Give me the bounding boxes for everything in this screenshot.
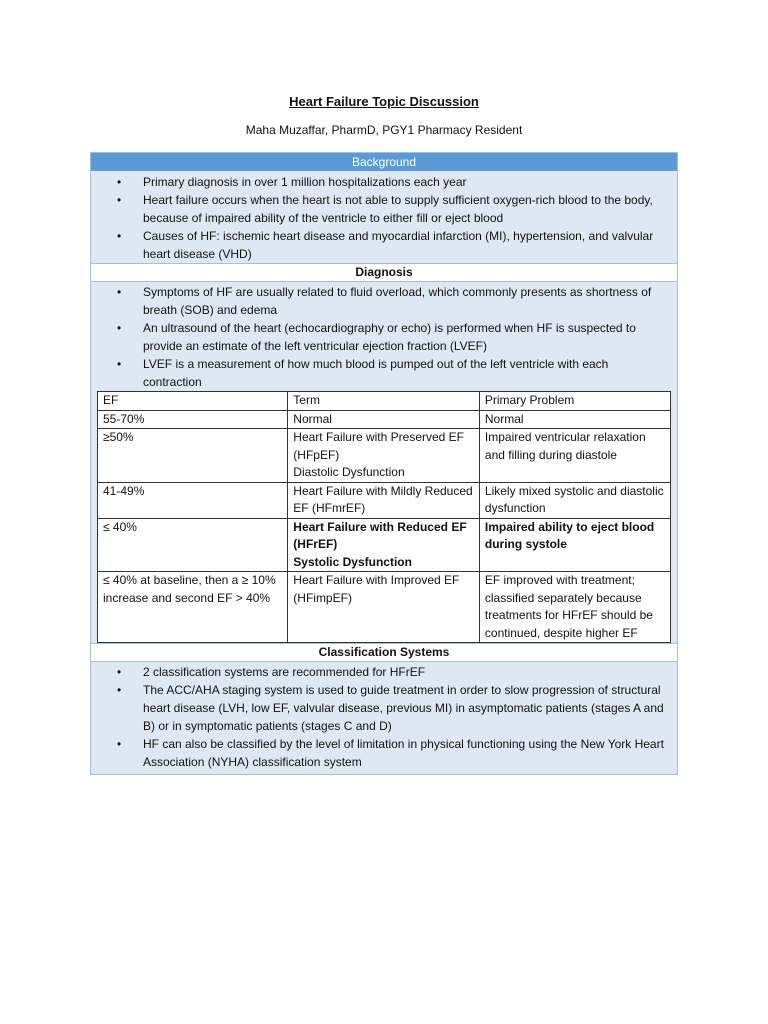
term-text: Heart Failure with Preserved EF (HFpEF) (293, 430, 465, 462)
list-item: • Symptoms of HF are usually related to fluid overload, which commonly presents as shortness of breath (SOB) and edema (91, 283, 677, 319)
term-subtext: Diastolic Dysfunction (293, 465, 405, 479)
diagnosis-section (91, 282, 677, 643)
ef-table (97, 391, 671, 643)
ef-cell: ≤ 40% at baseline, then a ≥ 10% increase and second EF > 40% (98, 572, 288, 643)
column-header-primary-problem: Primary Problem (479, 392, 670, 411)
column-header-ef: EF (98, 392, 288, 411)
classification-list (91, 663, 677, 771)
table-row (98, 572, 671, 643)
list-item: • 2 classification systems are recommended for HFrEF (91, 663, 677, 681)
author-line: Maha Muzaffar, PharmD, PGY1 Pharmacy Resident (245, 123, 523, 137)
term-text: Heart Failure with Reduced EF (HFrEF) (293, 519, 467, 551)
table-header-row (98, 392, 671, 411)
list-item: • The ACC/AHA staging system is used to guide treatment in order to slow progression of structural heart disease (LVH, low EF, valvular disease, previous MI) in asymptomatic patients (stages A and B) or in symptomatic patients (stages C and D) (91, 681, 677, 735)
diagnosis-list (91, 283, 677, 391)
term-cell: Normal (288, 410, 480, 429)
table-row (98, 429, 671, 483)
problem-cell: Impaired ventricular relaxation and filling during diastole (479, 429, 670, 483)
list-item: • Heart failure occurs when the heart is not able to supply sufficient oxygen-rich blood to the body, because of impaired ability of the ventricle to either fill or eject blood (91, 191, 677, 227)
problem-cell: Normal (479, 410, 670, 429)
column-header-term: Term (288, 392, 480, 411)
table-row (98, 482, 671, 518)
document-title: Heart Failure Topic Discussion (289, 94, 479, 109)
ef-cell: 41-49% (98, 482, 288, 518)
table-row (98, 410, 671, 429)
term-subtext: Systolic Dysfunction (293, 554, 412, 569)
term-cell (288, 429, 480, 483)
term-cell: Heart Failure with Improved EF (HFimpEF) (288, 572, 480, 643)
topic-table (90, 152, 678, 775)
list-item: • Causes of HF: ischemic heart disease and myocardial infarction (MI), hypertension, and valvular heart disease (VHD) (91, 227, 677, 263)
term-cell: Heart Failure with Mildly Reduced EF (HFmrEF) (288, 482, 480, 518)
list-item: • HF can also be classified by the level of limitation in physical functioning using the New York Heart Association (NYHA) classification system (91, 735, 677, 771)
list-item: • LVEF is a measurement of how much blood is pumped out of the left ventricle with each contraction (91, 355, 677, 391)
list-item: • An ultrasound of the heart (echocardiography or echo) is performed when HF is suspected to provide an estimate of the left ventricular ejection fraction (LVEF) (91, 319, 677, 355)
background-list (91, 173, 677, 263)
problem-cell: Impaired ability to eject blood during systole (479, 518, 670, 572)
diagnosis-header: Diagnosis (91, 263, 677, 282)
ef-cell: ≥50% (98, 429, 288, 483)
table-row (98, 518, 671, 572)
background-header: Background (91, 153, 677, 171)
classification-section (91, 662, 677, 774)
problem-cell: EF improved with treatment; classified separately because treatments for HFrEF should be continued, despite higher EF (479, 572, 670, 643)
background-section (91, 171, 677, 263)
list-item: • Primary diagnosis in over 1 million hospitalizations each year (91, 173, 677, 191)
term-cell (288, 518, 480, 572)
classification-header: Classification Systems (91, 643, 677, 662)
ef-cell: 55-70% (98, 410, 288, 429)
ef-cell: ≤ 40% (98, 518, 288, 572)
problem-cell: Likely mixed systolic and diastolic dysfunction (479, 482, 670, 518)
